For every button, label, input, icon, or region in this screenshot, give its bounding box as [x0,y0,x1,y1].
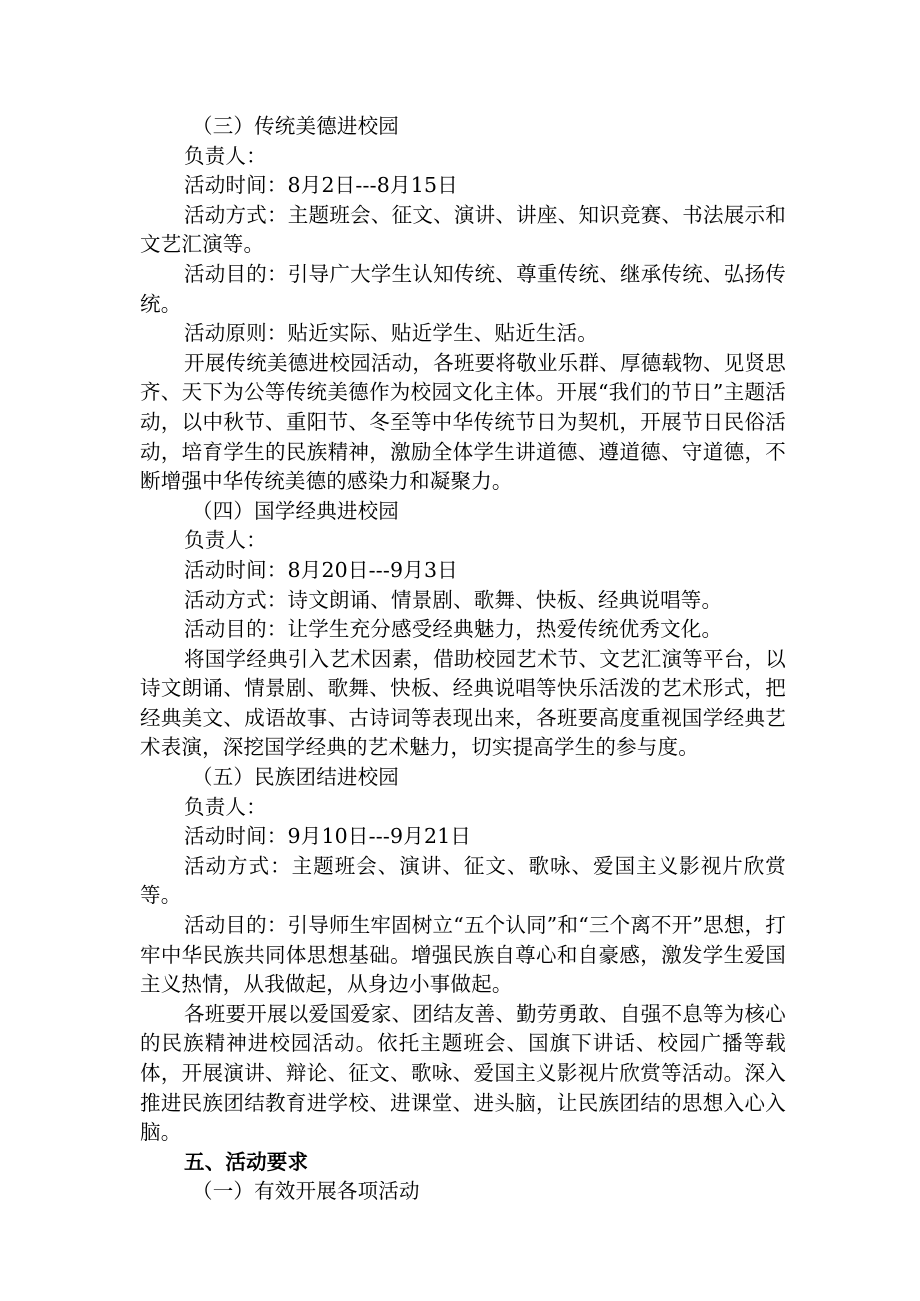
document-body [140,112,786,1207]
activity-purpose-line: 活动目的：引导广大学生认知传统、尊重传统、继承传统、弘扬传统。 [140,261,786,316]
activity-time-line: 活动时间：9月10日---9月21日 [184,824,472,849]
activity-method-line: 活动方式：诗文朗诵、情景剧、歌舞、快板、经典说唱等。 [184,587,723,612]
subsection-heading: （一）有效开展各项活动 [192,1179,420,1204]
body-paragraph: 各班要开展以爱国爱家、团结友善、勤劳勇敢、自强不息等为核心的民族精神进校园活动。依托主题班会、国旗下讲话、校园广播等载体，开展演讲、辩论、征文、歌咏、爱国主义影视片欣赏等活动。深入推进民族团结教育进学校、进课堂、进头脑，让民族团结的思想入心入脑。 [140,1001,786,1145]
body-paragraph: 将国学经典引入艺术因素，借助校园艺术节、文艺汇演等平台，以诗文朗诵、情景剧、歌舞、快板、经典说唱等快乐活泼的艺术形式，把经典美文、成语故事、古诗词等表现出来，各班要高度重视国学经典艺术表演，深挖国学经典的艺术魅力，切实提高学生的参与度。 [140,646,786,760]
section-heading-3: （三）传统美德进校园 [192,114,399,138]
activity-purpose-line: 活动目的：引导师生牢固树立“五个认同”和“三个离不开”思想，打牢中华民族共同体思想基础。增强民族自尊心和自豪感，激发学生爱国主义热情，从我做起，从身边小事做起。 [140,913,786,997]
activity-time-line: 活动时间：8月20日---9月3日 [184,557,458,582]
activity-time-line: 活动时间：8月2日---8月15日 [184,173,458,198]
responsible-person-line: 负责人： [184,143,267,168]
section-heading-4: （四）国学经典进校园 [192,498,399,523]
activity-method-line: 活动方式：主题班会、演讲、征文、歌咏、爱国主义影视片欣赏等。 [140,853,786,908]
activity-purpose-line: 活动目的：让学生充分感受经典魅力，热爱传统优秀文化。 [184,617,723,642]
activity-principle-line: 活动原则：贴近实际、贴近学生、贴近生活。 [184,321,598,346]
section-heading-5: （五）民族团结进校园 [192,765,399,790]
activity-method-line: 活动方式：主题班会、征文、演讲、讲座、知识竞赛、书法展示和文艺汇演等。 [140,202,786,257]
body-paragraph: 开展传统美德进校园活动，各班要将敬业乐群、厚德载物、见贤思齐、天下为公等传统美德作为校园文化主体。开展“我们的节日”主题活动，以中秋节、重阳节、冬至等中华传统节日为契机，开展节日民俗活动，培育学生的民族精神，激励全体学生讲道德、遵道德、守道德，不断增强中华传统美德的感染力和凝聚力。 [140,350,786,494]
responsible-person-line: 负责人： [184,794,267,819]
responsible-person-line: 负责人： [184,528,267,553]
chapter-heading: 五、活动要求 [184,1149,309,1174]
